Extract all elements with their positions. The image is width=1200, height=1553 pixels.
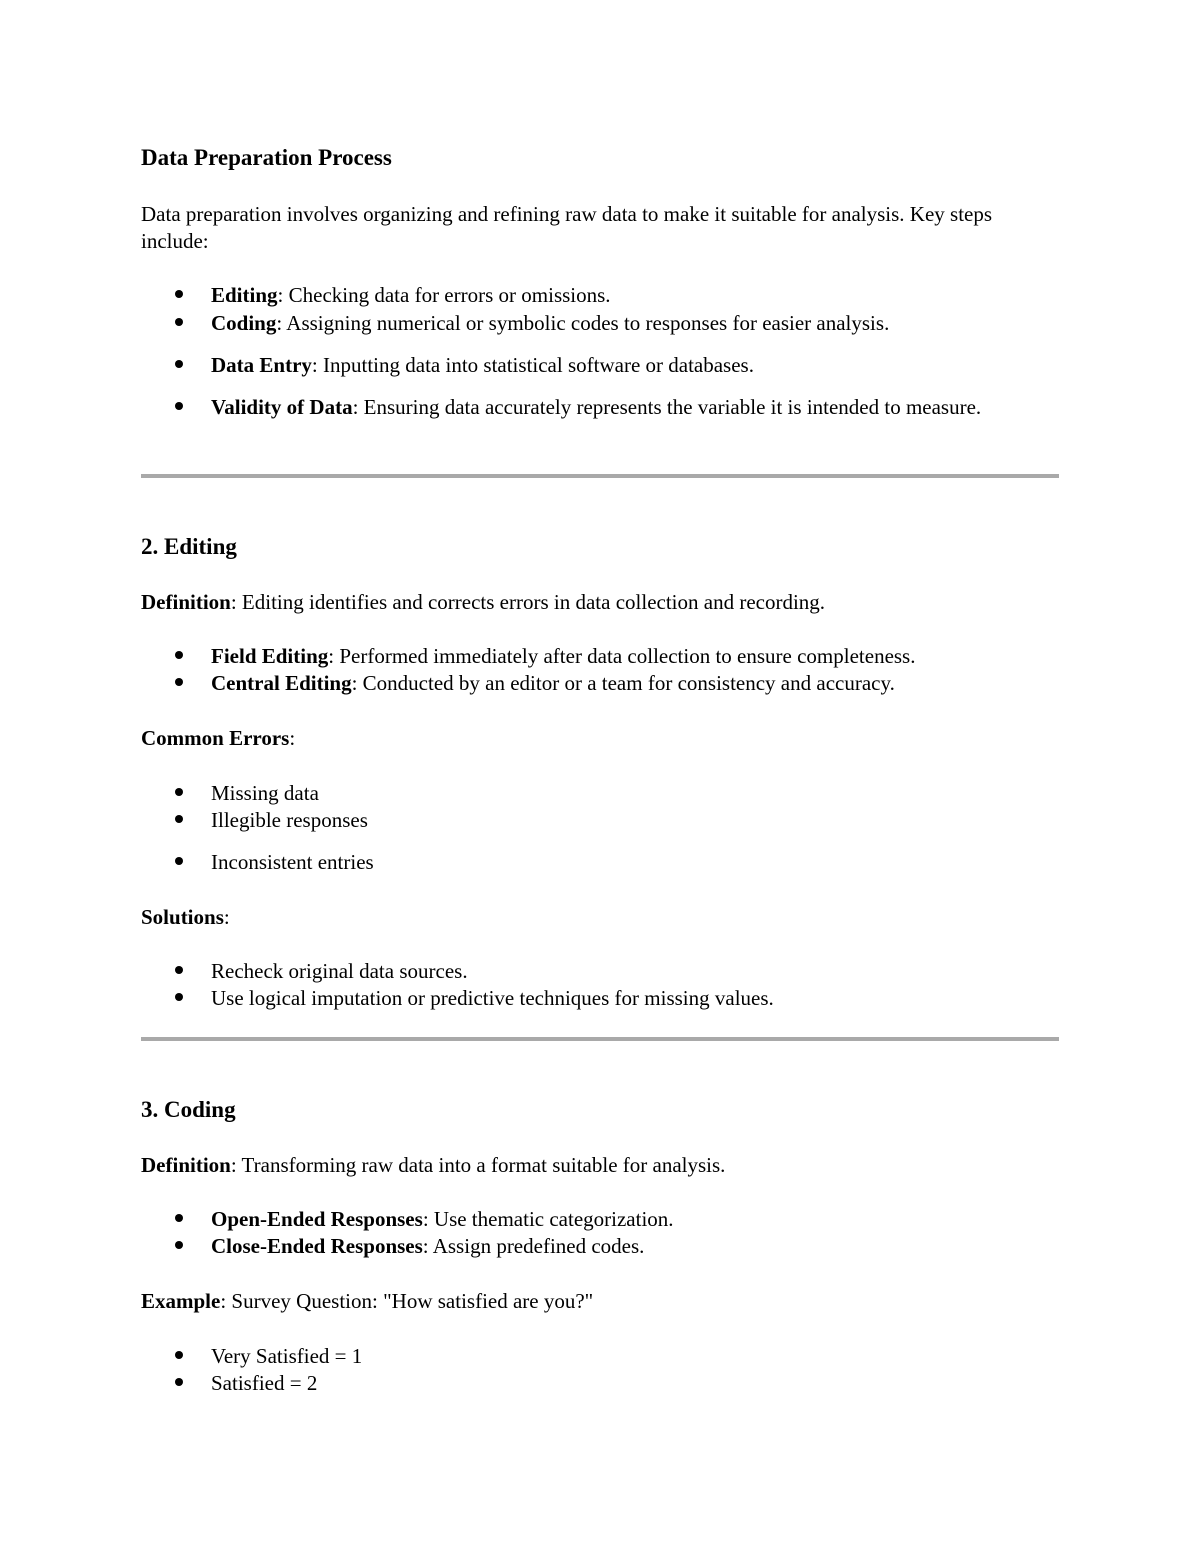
example-label: Example xyxy=(141,1289,221,1313)
item-desc: : Checking data for errors or omissions. xyxy=(277,283,611,307)
item-desc: : Inputting data into statistical software or databases. xyxy=(311,353,754,377)
item-desc: : Performed immediately after data collection to ensure completeness. xyxy=(328,644,916,668)
example-text: : Survey Question: "How satisfied are you?" xyxy=(220,1289,594,1313)
item-desc: : Use thematic categorization. xyxy=(422,1207,674,1231)
item-desc: : Ensuring data accurately represents the variable it is intended to measure. xyxy=(352,395,982,419)
item-term: Data Entry xyxy=(211,353,312,377)
list-item: Inconsistent entries xyxy=(211,850,374,874)
item-desc: : Assigning numerical or symbolic codes to responses for easier analysis. xyxy=(276,311,890,335)
definition-text: : Editing identifies and corrects errors in data collection and recording. xyxy=(230,590,826,614)
definition-text: : Transforming raw data into a format suitable for analysis. xyxy=(230,1153,726,1177)
item-desc: : Conducted by an editor or a team for consistency and accuracy. xyxy=(351,671,895,695)
list-item xyxy=(211,310,1061,337)
list-item: Illegible responses xyxy=(211,808,368,832)
horizontal-divider xyxy=(141,474,1059,478)
list-item: Recheck original data sources. xyxy=(211,959,468,983)
bullet-dot xyxy=(175,643,185,653)
common-errors-label: Common Errors: xyxy=(141,726,296,750)
definition-paragraph xyxy=(141,589,1061,616)
intro-paragraph: Data preparation involves organizing and refining raw data to make it suitable for analysis. Key steps include: xyxy=(141,202,993,253)
bullet-dot xyxy=(175,1206,185,1216)
list-item xyxy=(211,1206,1061,1233)
bullet-dot xyxy=(175,1370,185,1380)
list-item xyxy=(211,670,1061,697)
item-term: Coding xyxy=(211,311,277,335)
definition-paragraph xyxy=(141,1152,1061,1179)
list-item xyxy=(211,282,1061,309)
definition-label: Definition xyxy=(141,590,231,614)
bullet-dot xyxy=(175,849,185,859)
list-item: Very Satisfied = 1 xyxy=(211,1344,363,1368)
bullet-dot xyxy=(175,985,185,995)
list-item: Use logical imputation or predictive techniques for missing values. xyxy=(211,986,774,1010)
item-term: Validity of Data xyxy=(211,395,353,419)
bullet-dot xyxy=(175,807,185,817)
item-desc: : Assign predefined codes. xyxy=(422,1234,645,1258)
list-item xyxy=(211,352,1061,379)
section-title-coding: 3. Coding xyxy=(141,1097,236,1122)
list-item xyxy=(211,394,1001,421)
definition-label: Definition xyxy=(141,1153,231,1177)
list-item: Satisfied = 2 xyxy=(211,1371,318,1395)
bullet-dot xyxy=(175,394,185,404)
bullet-dot xyxy=(175,1233,185,1243)
bullet-dot xyxy=(175,780,185,790)
item-term: Central Editing xyxy=(211,671,352,695)
bullet-dot xyxy=(175,352,185,362)
section-title-editing: 2. Editing xyxy=(141,534,237,559)
bullet-dot xyxy=(175,958,185,968)
item-term: Close-Ended Responses xyxy=(211,1234,423,1258)
item-term: Editing xyxy=(211,283,278,307)
item-term: Open-Ended Responses xyxy=(211,1207,423,1231)
bullet-dot xyxy=(175,282,185,292)
list-item xyxy=(211,643,1061,670)
list-item: Missing data xyxy=(211,781,319,805)
horizontal-divider xyxy=(141,1037,1059,1041)
list-item xyxy=(211,1233,1061,1260)
bullet-dot xyxy=(175,1343,185,1353)
item-term: Field Editing xyxy=(211,644,329,668)
solutions-label: Solutions: xyxy=(141,905,230,929)
example-paragraph xyxy=(141,1288,1061,1315)
bullet-dot xyxy=(175,670,185,680)
bullet-dot xyxy=(175,310,185,320)
section-title-data-preparation: Data Preparation Process xyxy=(141,145,392,170)
